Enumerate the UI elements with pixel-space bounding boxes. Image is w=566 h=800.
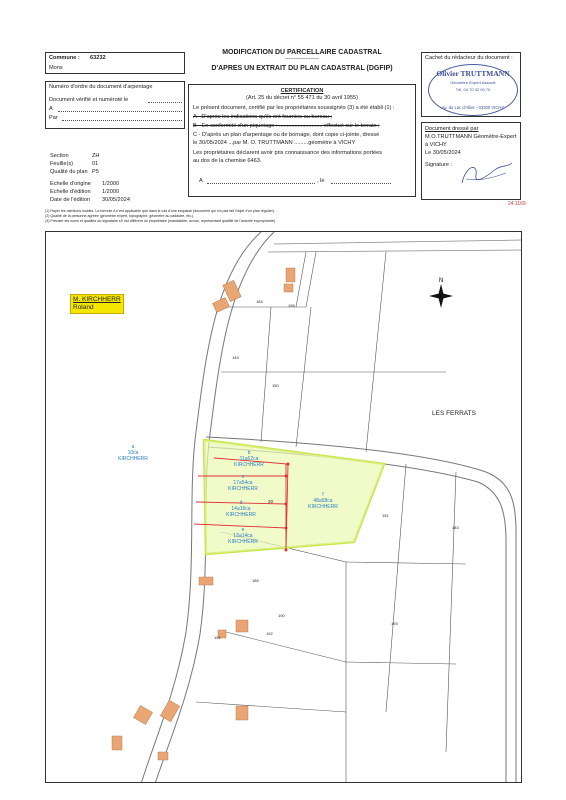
reference-number: 24.1169 <box>508 201 526 207</box>
echelle-edition-value: 1/2000 <box>102 189 120 195</box>
feuille-label: Feuille(s) <box>50 161 74 167</box>
date-edition-label: Date de l'édition <box>50 197 90 203</box>
doc-subtitle: D'APRES UN EXTRAIT DU PLAN CADASTRAL (DGFIP) <box>211 65 393 72</box>
stamp-name: Olivier TRUTTMANN <box>436 69 510 78</box>
verified-par: Par <box>49 115 58 121</box>
order-box <box>45 81 185 129</box>
feuille-value: 01 <box>92 161 99 167</box>
stamp-address: Av. du Lac d'Allier - 03200 VICHY <box>441 105 505 110</box>
parcel-f: f 48a58ca KIRCHHERR <box>308 492 338 510</box>
owner-first-name: Roland <box>73 304 94 311</box>
parcel-c: c 17a54ca KIRCHHERR <box>228 474 258 492</box>
cert-line-c: C - D'après un plan d'arpentage ou de bornage, dont copie ci-jointe, dressé <box>193 132 380 138</box>
place-name: LES FERRATS <box>432 410 476 417</box>
cadastral-map <box>45 231 522 783</box>
cert-line-d2: au dos de la chemise 6463. <box>193 158 262 164</box>
certification-box <box>188 84 416 197</box>
parcel-a: a 10ca KIRCHHERR <box>118 444 148 462</box>
owner-label-box <box>70 294 124 314</box>
stamp-sub: Géomètre-Expert Associé <box>450 80 496 85</box>
cert-line-c2: le 30/05/2024 ...par M. O. TRUTTMANN .........géomètre à VICHY <box>193 140 356 146</box>
cert-title: CERTIFICATION <box>280 88 324 94</box>
footnote-2: (2) Qualité de la personne agréée (géomètre expert, topographe, géomètre au cadastre, etc.). <box>45 214 195 218</box>
parcel-number: 192 <box>266 631 273 636</box>
echelle-edition-label: Echelle d'édition <box>50 189 91 195</box>
footnote-1: (1) Rayer les mentions inutiles. La formule A n'est applicable que dans le cas d'une esquisse (document qui n'a pas fait l'objet d'un plan régulier). <box>45 209 275 213</box>
parcel-d: d 14a16ca KIRCHHERR <box>226 500 256 518</box>
cert-line-b: B - En conformité d'un piquetage : ............................ effectué sur le terrain ; <box>193 123 380 129</box>
owner-name: M. KIRCHHERR <box>73 296 121 303</box>
section-value: ZH <box>92 153 100 159</box>
stamp-tel: Tél. 04 70 32 09 70 <box>455 87 491 92</box>
parcel-number: 185 <box>252 578 259 583</box>
parcel-number: 191 <box>214 635 221 640</box>
doc-place: à VICHY <box>425 142 447 148</box>
section-info <box>50 153 180 203</box>
redactor-box <box>421 52 521 117</box>
parcel-number: 155 <box>288 303 295 308</box>
doc-title: MODIFICATION DU PARCELLAIRE CADASTRAL <box>222 49 382 56</box>
footnote-3: (3) Préciser les noms et qualités du signataire s'il est différent du propriétaire (mandataire, avoué, représentant qualifié de l'autorité expropriante). <box>45 219 277 223</box>
section-label: Section <box>50 153 69 159</box>
commune-name: Mons <box>49 65 63 71</box>
order-label: Numéro d'ordre du document d'arpentage <box>49 84 153 90</box>
cert-sign-a: A <box>199 178 203 184</box>
parcel-number: 184 <box>256 299 263 304</box>
echelle-origine-label: Echelle d'origine <box>50 181 91 187</box>
signature-image <box>456 159 516 189</box>
parcel-e: e 13a14ca KIRCHHERR <box>228 527 258 545</box>
date-edition-value: 30/05/2024 <box>102 197 130 203</box>
cert-sign-le: , le <box>317 178 325 184</box>
map-canvas <box>46 232 522 783</box>
title-dashes: -------------------- <box>285 56 319 62</box>
cert-line1: Le présent document, certifié par les propriétaires soussignés (3) a été établi (1) : <box>193 105 395 111</box>
echelle-origine-value: 1/2000 <box>102 181 120 187</box>
parcel-number: 149 <box>232 355 239 360</box>
footnotes <box>45 209 522 224</box>
verified-label: Document vérifié et numéroté le <box>49 97 129 103</box>
company-stamp <box>428 64 518 116</box>
parcel-b: b 11a62ca KIRCHHERR <box>234 450 264 468</box>
cert-line-a: A - D'après les indications qu'ils ont fournies au bureau ; <box>193 114 332 120</box>
redactor-title: Cachet du rédacteur du document : <box>425 55 513 61</box>
parcel-number: 20 <box>268 499 274 504</box>
parcel-number: 183 <box>452 525 459 530</box>
parcel-number: 193 <box>391 621 398 626</box>
parcel-number: 151 <box>382 513 389 518</box>
header <box>188 49 416 72</box>
verified-a: A <box>49 106 53 112</box>
doc-label: Document dressé par <box>425 126 479 132</box>
parcel-number: 190 <box>278 613 285 618</box>
doc-by: M.O.TRUTTMANN Géomètre-Expert <box>425 134 517 140</box>
commune-label: Commune : <box>49 55 80 61</box>
svg-text:N: N <box>439 278 444 284</box>
cert-line-d: Les propriétaires déclarent avoir pris connaissance des informations portées <box>193 150 383 156</box>
parcel-number: 150 <box>272 383 279 388</box>
qualite-value: P5 <box>92 169 99 175</box>
signature-label: Signature : <box>425 162 453 168</box>
doc-date: Le 30/05/2024 <box>425 150 461 156</box>
commune-code: 63232 <box>90 55 106 61</box>
commune-box <box>45 52 185 74</box>
cert-decree: (Art. 25 du décret n° 55 471 du 30 avril 1955) <box>245 95 358 101</box>
document-box <box>421 122 521 200</box>
qualite-label: Qualité du plan <box>50 169 88 175</box>
north-arrow-icon <box>429 278 453 308</box>
